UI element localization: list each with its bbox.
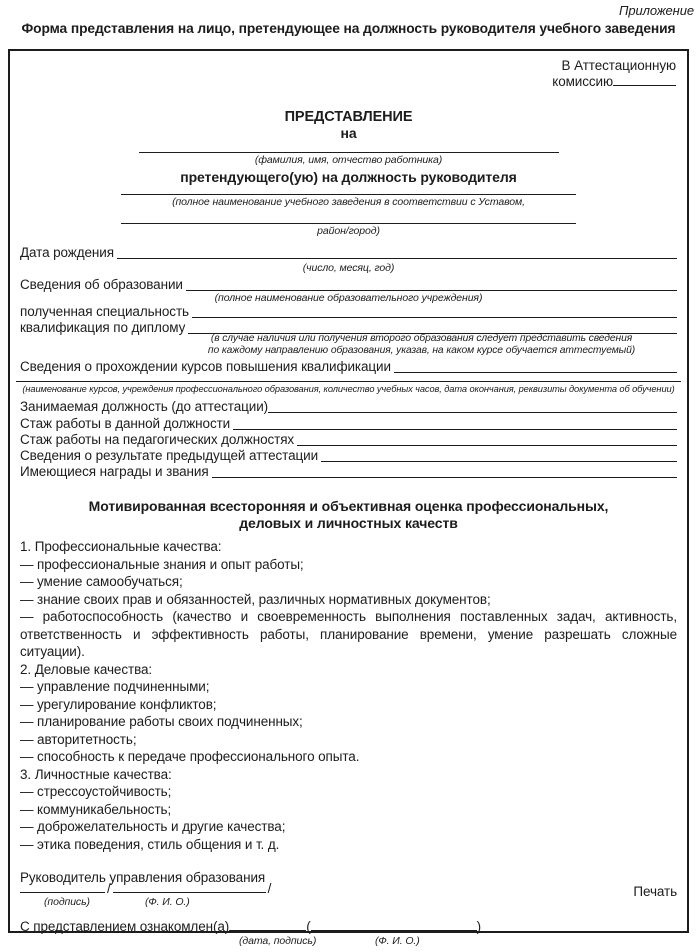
- field-birth-date-label: Дата рождения: [20, 245, 114, 260]
- slash-separator: /: [267, 881, 272, 896]
- fio-caption: (фамилия, имя, отчество работника): [254, 154, 443, 166]
- field-position-blank: [268, 399, 677, 413]
- field-position-label: Занимаемая должность (до аттестации): [20, 399, 269, 414]
- field-awards-blank: [212, 464, 677, 478]
- acknowledged-label: С представлением ознакомлен(а): [20, 919, 230, 934]
- field-specialty-label: полученная специальность: [20, 304, 189, 319]
- quality-item: — авторитетность;: [20, 731, 137, 747]
- field-prev-attestation: [20, 448, 677, 464]
- form-box: [8, 49, 689, 947]
- slash-separator: /: [107, 881, 111, 896]
- quality-item: 3. Личностные качества:: [20, 766, 172, 782]
- school-caption: (полное наименование учебного заведения в соответствии с Уставом,: [172, 196, 525, 208]
- fio-caption-2: (Ф. И. О.): [375, 935, 420, 947]
- assessment-heading-line1: Мотивированная всесторонняя и объективная оценка профессиональных,: [88, 498, 609, 514]
- field-prev-attestation-label: Сведения о результате предыдущей аттестации: [20, 448, 319, 463]
- commission-blank: [613, 73, 676, 86]
- field-qualification-blank: [188, 320, 677, 334]
- field-birth-date-blank: [117, 245, 677, 259]
- fio-blank-line: [139, 141, 559, 153]
- signature-blank: [20, 880, 105, 893]
- field-tenure-current-blank: [233, 416, 677, 430]
- courses-caption: (наименование курсов, учреждения профессионального образования, количество учебных часов, дата окончания, реквизиты документа об обучении): [22, 384, 675, 394]
- second-education-caption-line2: по каждому направлению образования, указав, на каком курсе обучается аттестуемый): [207, 344, 636, 356]
- field-courses-label: Сведения о прохождении курсов повышения квалификации: [20, 359, 391, 374]
- quality-item: — работоспособность (качество и своевременность выполнения поставленных задач, активность, ответственность и эффективность работы, планирование времени, умение разрешать сложные ситуации).: [20, 609, 677, 659]
- signature-row: [20, 880, 273, 897]
- second-education-caption-line1: (в случае наличия или получения второго образования следует представить сведения: [210, 333, 633, 344]
- footer-block: [20, 870, 677, 952]
- quality-item: — управление подчиненными;: [20, 679, 210, 694]
- field-position: [20, 399, 677, 415]
- district-blank-line: [121, 208, 576, 224]
- date-signature-caption: (дата, подпись): [239, 935, 317, 947]
- school-blank-line: [121, 185, 576, 195]
- education-caption: (полное наименование образовательного учреждения): [214, 292, 483, 304]
- field-awards-label: Имеющиеся награды и звания: [20, 464, 209, 479]
- fio-blank: [113, 880, 266, 893]
- field-tenure-pedagogical: [20, 432, 677, 448]
- field-tenure-pedagogical-label: Стаж работы на педагогических должностях: [20, 432, 295, 447]
- form-subtitle: претендующего(ую) на должность руководителя: [180, 169, 517, 185]
- commission-block: [20, 58, 677, 89]
- quality-item: 1. Профессиональные качества:: [20, 539, 222, 554]
- fio-caption-1: (Ф. И. О.): [145, 896, 190, 908]
- signature-caption: (подпись): [44, 896, 90, 908]
- document-title: Форма представления на лицо, претендующее на должность руководителя учебного заведения: [21, 21, 676, 36]
- quality-item: — умение самообучаться;: [20, 574, 183, 589]
- field-prev-attestation-blank: [321, 448, 677, 462]
- paren-close: ): [476, 919, 481, 934]
- acknowledgement-row: [20, 918, 481, 935]
- commission-line2: комиссию: [552, 74, 613, 89]
- ack-fio-blank: [311, 918, 477, 931]
- field-birth-date: [20, 245, 677, 261]
- form-title: ПРЕДСТАВЛЕНИЕ: [284, 109, 413, 125]
- quality-item: — коммуникабельность;: [20, 801, 172, 817]
- field-specialty: [20, 304, 677, 320]
- qualities-list: [20, 538, 677, 853]
- second-education-caption: [20, 333, 677, 356]
- field-tenure-pedagogical-blank: [297, 432, 677, 446]
- commission-line2-row: [20, 73, 676, 89]
- quality-item: — доброжелательность и другие качества;: [20, 819, 286, 834]
- birth-date-caption: (число, месяц, год): [302, 262, 395, 274]
- commission-line1: В Аттестационную: [561, 58, 676, 73]
- field-awards: [20, 464, 677, 480]
- field-specialty-blank: [192, 304, 677, 318]
- field-education: [20, 277, 677, 293]
- field-courses-blank: [394, 359, 677, 373]
- stamp-label: Печать: [633, 884, 677, 899]
- quality-item: — способность к передаче профессионального опыта.: [20, 749, 360, 764]
- courses-continuation-blank-line: [16, 375, 681, 382]
- field-education-label: Сведения об образовании: [20, 277, 183, 292]
- assessment-heading-line2: деловых и личностных качеств: [239, 515, 458, 531]
- quality-item: — профессиональные знания и опыт работы;: [20, 556, 304, 572]
- field-tenure-current-label: Стаж работы в данной должности: [20, 416, 231, 431]
- field-qualification-label: квалификация по диплому: [20, 320, 186, 335]
- field-courses: [20, 359, 677, 375]
- quality-item: — этика поведения, стиль общения и т. д.: [20, 836, 280, 852]
- field-tenure-current: [20, 416, 677, 432]
- head-of-education-label: Руководитель управления образования: [20, 870, 266, 885]
- paren-open: (: [306, 919, 311, 934]
- district-caption: район/город): [317, 225, 380, 237]
- field-education-blank: [186, 277, 677, 291]
- annex-label: Приложение: [619, 3, 694, 18]
- quality-item: 2. Деловые качества:: [20, 661, 153, 677]
- quality-item: — знание своих прав и обязанностей, различных нормативных документов;: [20, 591, 491, 607]
- quality-item: — урегулирование конфликтов;: [20, 696, 217, 712]
- form-title-preposition: на: [340, 125, 357, 141]
- date-signature-blank: [229, 918, 306, 931]
- quality-item: — планирование работы своих подчиненных;: [20, 714, 303, 729]
- quality-item: — стрессоустойчивость;: [20, 784, 172, 799]
